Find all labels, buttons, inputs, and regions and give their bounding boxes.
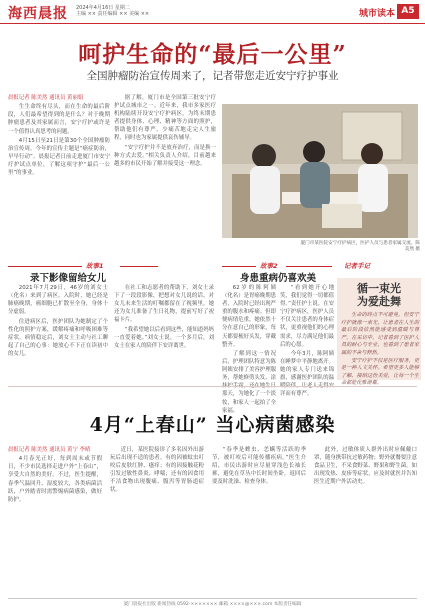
article2-column-2 (110, 446, 204, 596)
story2-paragraph: “看到她开心地笑，我们觉得一切都值得。”责任护士说。在安宁疗护病区，医护人员不仅关注患者的身体症状，更重视他们的心理需求，尽力满足他们最后的心愿。 (280, 285, 334, 348)
article2-column-3 (212, 446, 306, 596)
story1-column-2 (114, 284, 214, 380)
story1-rule (120, 266, 158, 267)
story2-title: 身患重病仍喜欢美 (240, 273, 317, 284)
story1-column-1 (8, 284, 108, 380)
photo-caption: 厦门市某医院安宁疗护病区，医护人员与患者家属交流。陈美然 摄 (300, 241, 420, 252)
intro-column-1 (8, 94, 110, 256)
article2-paragraph: “春季是蜱虫、恙螨等活跃的季节，被叮咬后可能传播疾病。”医生介绍，市民出游时应尽量穿浅色长袖长裤，避免在草丛中长时间坐卧，返回后要及时洗澡、检查身体。 (212, 447, 306, 486)
story2-paragraph: 62岁的陈阿姨（化名）是胃癌晚期患者，入院时已经出现严重的腹水和疼痛。但即便病情危重，她依然十分在意自己的形象，每天都要梳好头发，穿戴整齐。 (222, 285, 276, 348)
story2-column-1 (222, 284, 276, 414)
story1-paragraph: “我希望她以后看到这些，能知道妈妈一直爱着她。”刘女士说。一个多月后，刘女士在家人的陪伴下安详离世。 (114, 326, 214, 349)
sidebar-title (337, 282, 421, 308)
main-subhead: 全国肿瘤防治宣传周来了，记者带您走近安宁疗护事业 (86, 70, 339, 82)
story2-column-2 (280, 284, 334, 398)
sidebar-paragraph: 安宁疗护不仅是医疗服务，更是一种人文关怀。希望更多人能够了解、接纳这份关爱，让每一个生命都能优雅谢幕。 (341, 357, 419, 387)
section-divider (8, 386, 417, 387)
issue-info (76, 5, 186, 17)
intro-byline: 晨报记者 陈美然 通讯员 黄丽娟 (8, 95, 84, 101)
sidebar-body (341, 312, 419, 388)
intro-paragraph: 生生命终有尽头，而在生命的最后阶段，人们最希望得到的是什么？对于晚期肿瘤患者及其家属而言，安宁疗护或许是一个值得认真思考的问题。 (8, 104, 110, 135)
story2-rule (222, 266, 256, 267)
sidebar-tag: 记者手记 (344, 262, 370, 270)
article2-column-1 (8, 446, 102, 596)
article2-paragraph: 近日，某医院接诊了多名因外出游玩后出现不适的患者。有的因被蚊虫叮咬后皮肤红肿、瘙痒；有的因接触花粉引发过敏性鼻炎、哮喘；还有的因食用不洁食物出现腹痛、腹泻等胃肠道症状。 (110, 447, 204, 494)
newspaper-logo: 海西晨报 (8, 6, 68, 22)
sidebar-title-text: 循一束光 为爱赴舞 (357, 282, 401, 308)
reporter-note-box (337, 278, 421, 387)
editor-line: 主编 ×× 责任编辑 ×× 美编 ×× (76, 11, 150, 17)
intro-paragraph: 据了解，厦门市是全国第三批安宁疗护试点城市之一。近年来，我市多家医疗机构陆续开设安宁疗护病区，为终末期患者提供身体、心理、精神等方面的照护，帮助他们有尊严、少痛苦地走完人生旅程，同时也为家属提供哀伤辅导。 (114, 95, 216, 142)
date-line: 2024年4月16日 星期二 (76, 5, 130, 11)
page-footer: 厦门晨报社出版 新闻热线 0592-××××××× 邮箱 ××××@×××.com 本版责任编辑 (8, 598, 417, 607)
intro-column-2 (114, 94, 216, 256)
hospice-photo-image (222, 104, 418, 238)
story1-paragraph: 2021年7月29日，46岁的刘女士（化名）来到了病区。入院时，她已经是肺癌晚期，癌细胞已扩散至全身，身体十分虚弱。 (8, 285, 108, 316)
story2-tag: 故事2 (260, 262, 278, 270)
story2-paragraph: 了解到这一情况后，护理团队特意为陈阿姨安排了美容护理服务，帮她修剪头发、涂 那天，为她化了一个淡妆，和家人一起拍了全家福。 (222, 350, 276, 414)
page-number: A5 (397, 4, 419, 19)
intro-paragraph: “安宁疗护并不是放弃治疗，而是换一种方式去爱。”相关负责人介绍，目前越来越多的市民开始了解并接受这一理念。 (114, 144, 216, 167)
intro-paragraph: 4月15日至21日是第30个全国肿瘤防治宣传周。今年的宣传主题是“癌症防治，早早行动”。晨报记者日前走进厦门市安宁疗护试点单位，了解这项守护“最后一公里”的事业。 (8, 137, 110, 177)
story1-tag: 故事1 (86, 262, 104, 270)
article2-column-4 (314, 446, 417, 596)
masthead (0, 0, 425, 24)
story1-rule (8, 266, 82, 267)
sidebar-paragraph: 生命的终点不可避免，但安宁疗护就像一束光，让患者在人生的最后阶段依然能感受到温暖与尊严。在采访中，记者看到了医护人员的耐心与专业，也看到了患者家属的不舍与释然。 (341, 312, 419, 356)
story2-paragraph: 今年3月，陈阿姨在睡梦中平静地离开。她的家人专门送来锦旗，感谢医护团队的温 详而有尊严。 (280, 350, 334, 398)
story1-paragraph: 住进病区后，医护团队为她制定了个性化的照护方案，缓解疼痛和呼吸困难等症状。病情稳定后，刘女士主动与社工聊起了自己的心事：她放心不下正在读初中的女儿。 (8, 318, 108, 357)
article2-paragraph: 此外，过敏体质人群外出时应佩戴口罩，随身携带抗过敏药物；野外就餐要注意食品卫生，不采食野菜、野果和野生菌。如出现发热、皮疹等症状，应及时就医并告知医生近期户外活动史。 (314, 447, 417, 486)
second-headline: 4月“上春山” 当心病菌感染 (89, 414, 336, 436)
hospice-photo (222, 104, 418, 238)
section-name: 城市读本 (358, 9, 395, 19)
article2-paragraph: 4月春光正好，每到周末或节假日，不少市民选择走进户外“上春山”，享受大自然的美好。不过，医生提醒，春季气温回升、湿度较大，各类病菌活跃，户外踏青时需警惕病菌感染，做好防护。 (8, 456, 102, 503)
story1-paragraph: 在社工和志愿者的帮助下，刘女士录下了一段段影像，把想对女儿说的话、对女儿未来生活的叮嘱都留在了视频里。她还为女儿准备了生日礼物，提前写好了祝福卡片。 (114, 285, 214, 324)
main-headline: 呵护生命的“最后一公里” (78, 41, 347, 68)
article2-byline: 晨报记者 陈美然 通讯员 黄宁 李晴 (8, 447, 91, 453)
story1-title: 录下影像留给女儿 (30, 273, 107, 284)
story2-rule (286, 266, 332, 267)
